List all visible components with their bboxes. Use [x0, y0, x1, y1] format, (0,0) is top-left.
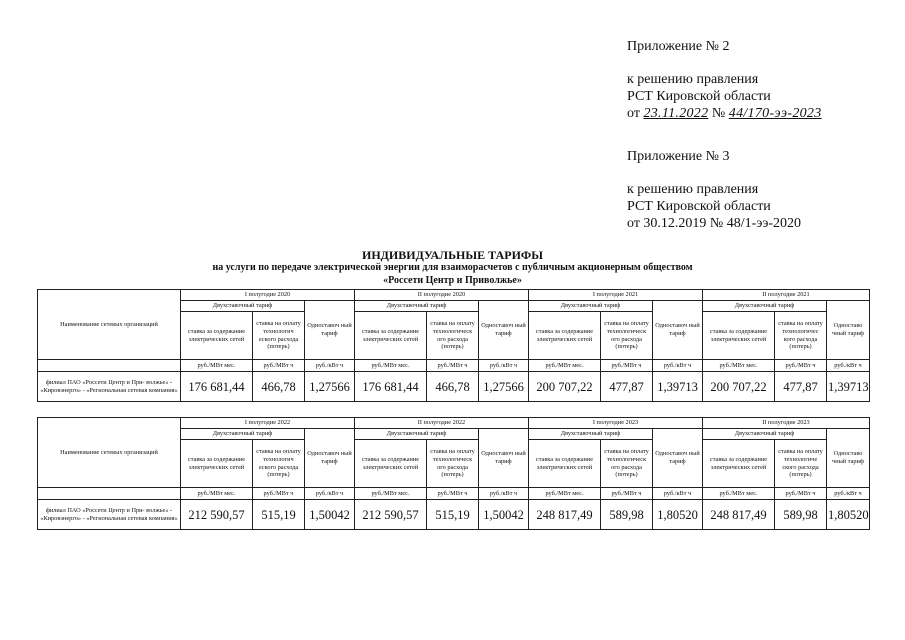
document-org-title: «Россети Центр и Приволжье» — [383, 275, 522, 286]
two-part-tariff-header: Двухставочный тариф — [529, 301, 653, 312]
org-name-cell: филиал ПАО «Россети Центр и При- волжье» - «Кировэнерго» - «Региональная сетевая компания» — [38, 372, 181, 402]
org-column-header: Наименование сетевых организаций — [38, 290, 181, 360]
value-cell: 176 681,44 — [355, 372, 427, 402]
single-rate-header: Одноставоч ный тариф — [653, 429, 703, 488]
period-header: I полугодие 2021 — [529, 290, 703, 301]
losses-rate-header: ставка на оплату технологическ ого расхода (потерь) — [601, 312, 653, 360]
value-cell: 200 707,22 — [529, 372, 601, 402]
annex-3-block — [627, 148, 801, 232]
maintenance-rate-header: ставка за содержание электрических сетей — [355, 312, 427, 360]
unit-cell: руб./МВт ч — [601, 360, 653, 372]
period-header: II полугодие 2023 — [703, 418, 870, 429]
single-rate-header: Одноставоч ный тариф — [305, 301, 355, 360]
unit-cell: руб./МВт ч — [253, 360, 305, 372]
annex-2-date: 23.11.2022 — [643, 106, 709, 121]
unit-cell: руб./кВт ч — [653, 360, 703, 372]
period-header: II полугодие 2020 — [355, 290, 529, 301]
value-cell: 515,19 — [427, 500, 479, 530]
period-header: I полугодие 2022 — [181, 418, 355, 429]
two-part-tariff-header: Двухставочный тариф — [181, 301, 305, 312]
losses-rate-header: ставка на оплату технологическ ого расхода (потерь) — [601, 440, 653, 488]
two-part-tariff-header: Двухставочный тариф — [181, 429, 305, 440]
annex-2-number: 44/170-ээ-2023 — [728, 106, 822, 121]
single-rate-header: Одноставо чный тариф — [827, 301, 870, 360]
unit-cell: руб./кВт ч — [305, 488, 355, 500]
maintenance-rate-header: ставка за содержание электрических сетей — [703, 312, 775, 360]
table-row — [38, 372, 870, 402]
single-rate-header: Одноставоч ный тариф — [479, 429, 529, 488]
unit-cell: руб./МВт мес. — [529, 488, 601, 500]
unit-cell: руб./МВт мес. — [703, 360, 775, 372]
maintenance-rate-header: ставка за содержание электрических сетей — [529, 440, 601, 488]
value-cell: 589,98 — [601, 500, 653, 530]
value-cell: 1,50042 — [479, 500, 529, 530]
losses-rate-header: ставка на оплату технологическ ого расхода (потерь) — [427, 440, 479, 488]
single-rate-header: Одноставоч ный тариф — [305, 429, 355, 488]
unit-cell: руб./кВт ч — [305, 360, 355, 372]
value-cell: 466,78 — [253, 372, 305, 402]
tariff-table-2022-2023 — [37, 417, 870, 530]
annex-2-date-line — [627, 105, 822, 122]
annex-2-block — [627, 38, 822, 122]
value-cell: 515,19 — [253, 500, 305, 530]
value-cell: 1,50042 — [305, 500, 355, 530]
annex-2-num-sign: № — [711, 106, 726, 121]
value-cell: 477,87 — [601, 372, 653, 402]
value-cell: 1,80520 — [653, 500, 703, 530]
two-part-tariff-header: Двухставочный тариф — [703, 301, 827, 312]
unit-cell: руб./МВт мес. — [355, 360, 427, 372]
unit-cell: руб./МВт ч — [775, 360, 827, 372]
period-header: II полугодие 2021 — [703, 290, 870, 301]
unit-cell: руб./МВт мес. — [355, 488, 427, 500]
unit-cell: руб./МВт ч — [427, 360, 479, 372]
maintenance-rate-header: ставка за содержание электрических сетей — [181, 440, 253, 488]
unit-cell: руб./кВт ч — [827, 360, 870, 372]
maintenance-rate-header: ставка за содержание электрических сетей — [529, 312, 601, 360]
value-cell: 248 817,49 — [529, 500, 601, 530]
unit-cell: руб./МВт ч — [253, 488, 305, 500]
period-header: II полугодие 2022 — [355, 418, 529, 429]
org-name-cell: филиал ПАО «Россети Центр и При- волжье» - «Кировэнерго» - «Региональная сетевая компания» — [38, 500, 181, 530]
losses-rate-header: ставка на оплату технологиче ского расхода (потерь) — [775, 440, 827, 488]
losses-rate-header: ставка на оплату технологическ ого расхода (потерь) — [427, 312, 479, 360]
annex-2-title: Приложение № 2 — [627, 39, 730, 54]
value-cell: 176 681,44 — [181, 372, 253, 402]
two-part-tariff-header: Двухставочный тариф — [703, 429, 827, 440]
value-cell: 1,39713 — [653, 372, 703, 402]
unit-cell: руб./кВт ч — [479, 488, 529, 500]
unit-cell: руб./кВт ч — [479, 360, 529, 372]
value-cell: 200 707,22 — [703, 372, 775, 402]
losses-rate-header: ставка на оплату технологич еского расхода (потерь) — [253, 312, 305, 360]
table-row — [38, 500, 870, 530]
period-header: I полугодие 2023 — [529, 418, 703, 429]
losses-rate-header: ставка на оплату технологичес кого расхода (потерь) — [775, 312, 827, 360]
value-cell: 212 590,57 — [181, 500, 253, 530]
single-rate-header: Одноставоч ный тариф — [653, 301, 703, 360]
unit-cell: руб./МВт мес. — [703, 488, 775, 500]
annex-3-decision: к решению правления — [627, 182, 759, 197]
value-cell: 1,27566 — [305, 372, 355, 402]
unit-cell: руб./МВт ч — [601, 488, 653, 500]
tariff-table-2020-2021 — [37, 289, 870, 402]
value-cell: 466,78 — [427, 372, 479, 402]
annex-2-decision: к решению правления — [627, 72, 759, 87]
maintenance-rate-header: ставка за содержание электрических сетей — [355, 440, 427, 488]
two-part-tariff-header: Двухставочный тариф — [529, 429, 653, 440]
single-rate-header: Одноставоч ный тариф — [479, 301, 529, 360]
maintenance-rate-header: ставка за содержание электрических сетей — [181, 312, 253, 360]
value-cell: 1,39713 — [827, 372, 870, 402]
two-part-tariff-header: Двухставочный тариф — [355, 429, 479, 440]
unit-cell: руб./МВт мес. — [529, 360, 601, 372]
unit-cell: руб./МВт мес. — [181, 488, 253, 500]
value-cell: 1,27566 — [479, 372, 529, 402]
annex-2-from: от — [627, 106, 640, 121]
value-cell: 212 590,57 — [355, 500, 427, 530]
document-subtitle: на услуги по передаче электрической энергии для взаиморасчетов с публичным акционерным обществом — [212, 262, 693, 273]
losses-rate-header: ставка на оплату технологич еского расхода (потерь) — [253, 440, 305, 488]
unit-cell: руб./кВт ч — [827, 488, 870, 500]
org-column-header: Наименование сетевых организаций — [38, 418, 181, 488]
unit-cell: руб./МВт мес. — [181, 360, 253, 372]
period-header: I полугодие 2020 — [181, 290, 355, 301]
value-cell: 1,80520 — [827, 500, 870, 530]
maintenance-rate-header: ставка за содержание электрических сетей — [703, 440, 775, 488]
two-part-tariff-header: Двухставочный тариф — [355, 301, 479, 312]
unit-cell: руб./кВт ч — [653, 488, 703, 500]
annex-3-title: Приложение № 3 — [627, 149, 730, 164]
annex-3-authority: РСТ Кировской области — [627, 199, 771, 214]
single-rate-header: Одноставо чный тариф — [827, 429, 870, 488]
annex-3-date-line: от 30.12.2019 № 48/1-ээ-2020 — [627, 216, 802, 231]
value-cell: 589,98 — [775, 500, 827, 530]
value-cell: 248 817,49 — [703, 500, 775, 530]
value-cell: 477,87 — [775, 372, 827, 402]
annex-2-authority: РСТ Кировской области — [627, 89, 771, 104]
unit-cell: руб./МВт ч — [427, 488, 479, 500]
unit-cell: руб./МВт ч — [775, 488, 827, 500]
document-title: ИНДИВИДУАЛЬНЫЕ ТАРИФЫ — [361, 248, 543, 262]
